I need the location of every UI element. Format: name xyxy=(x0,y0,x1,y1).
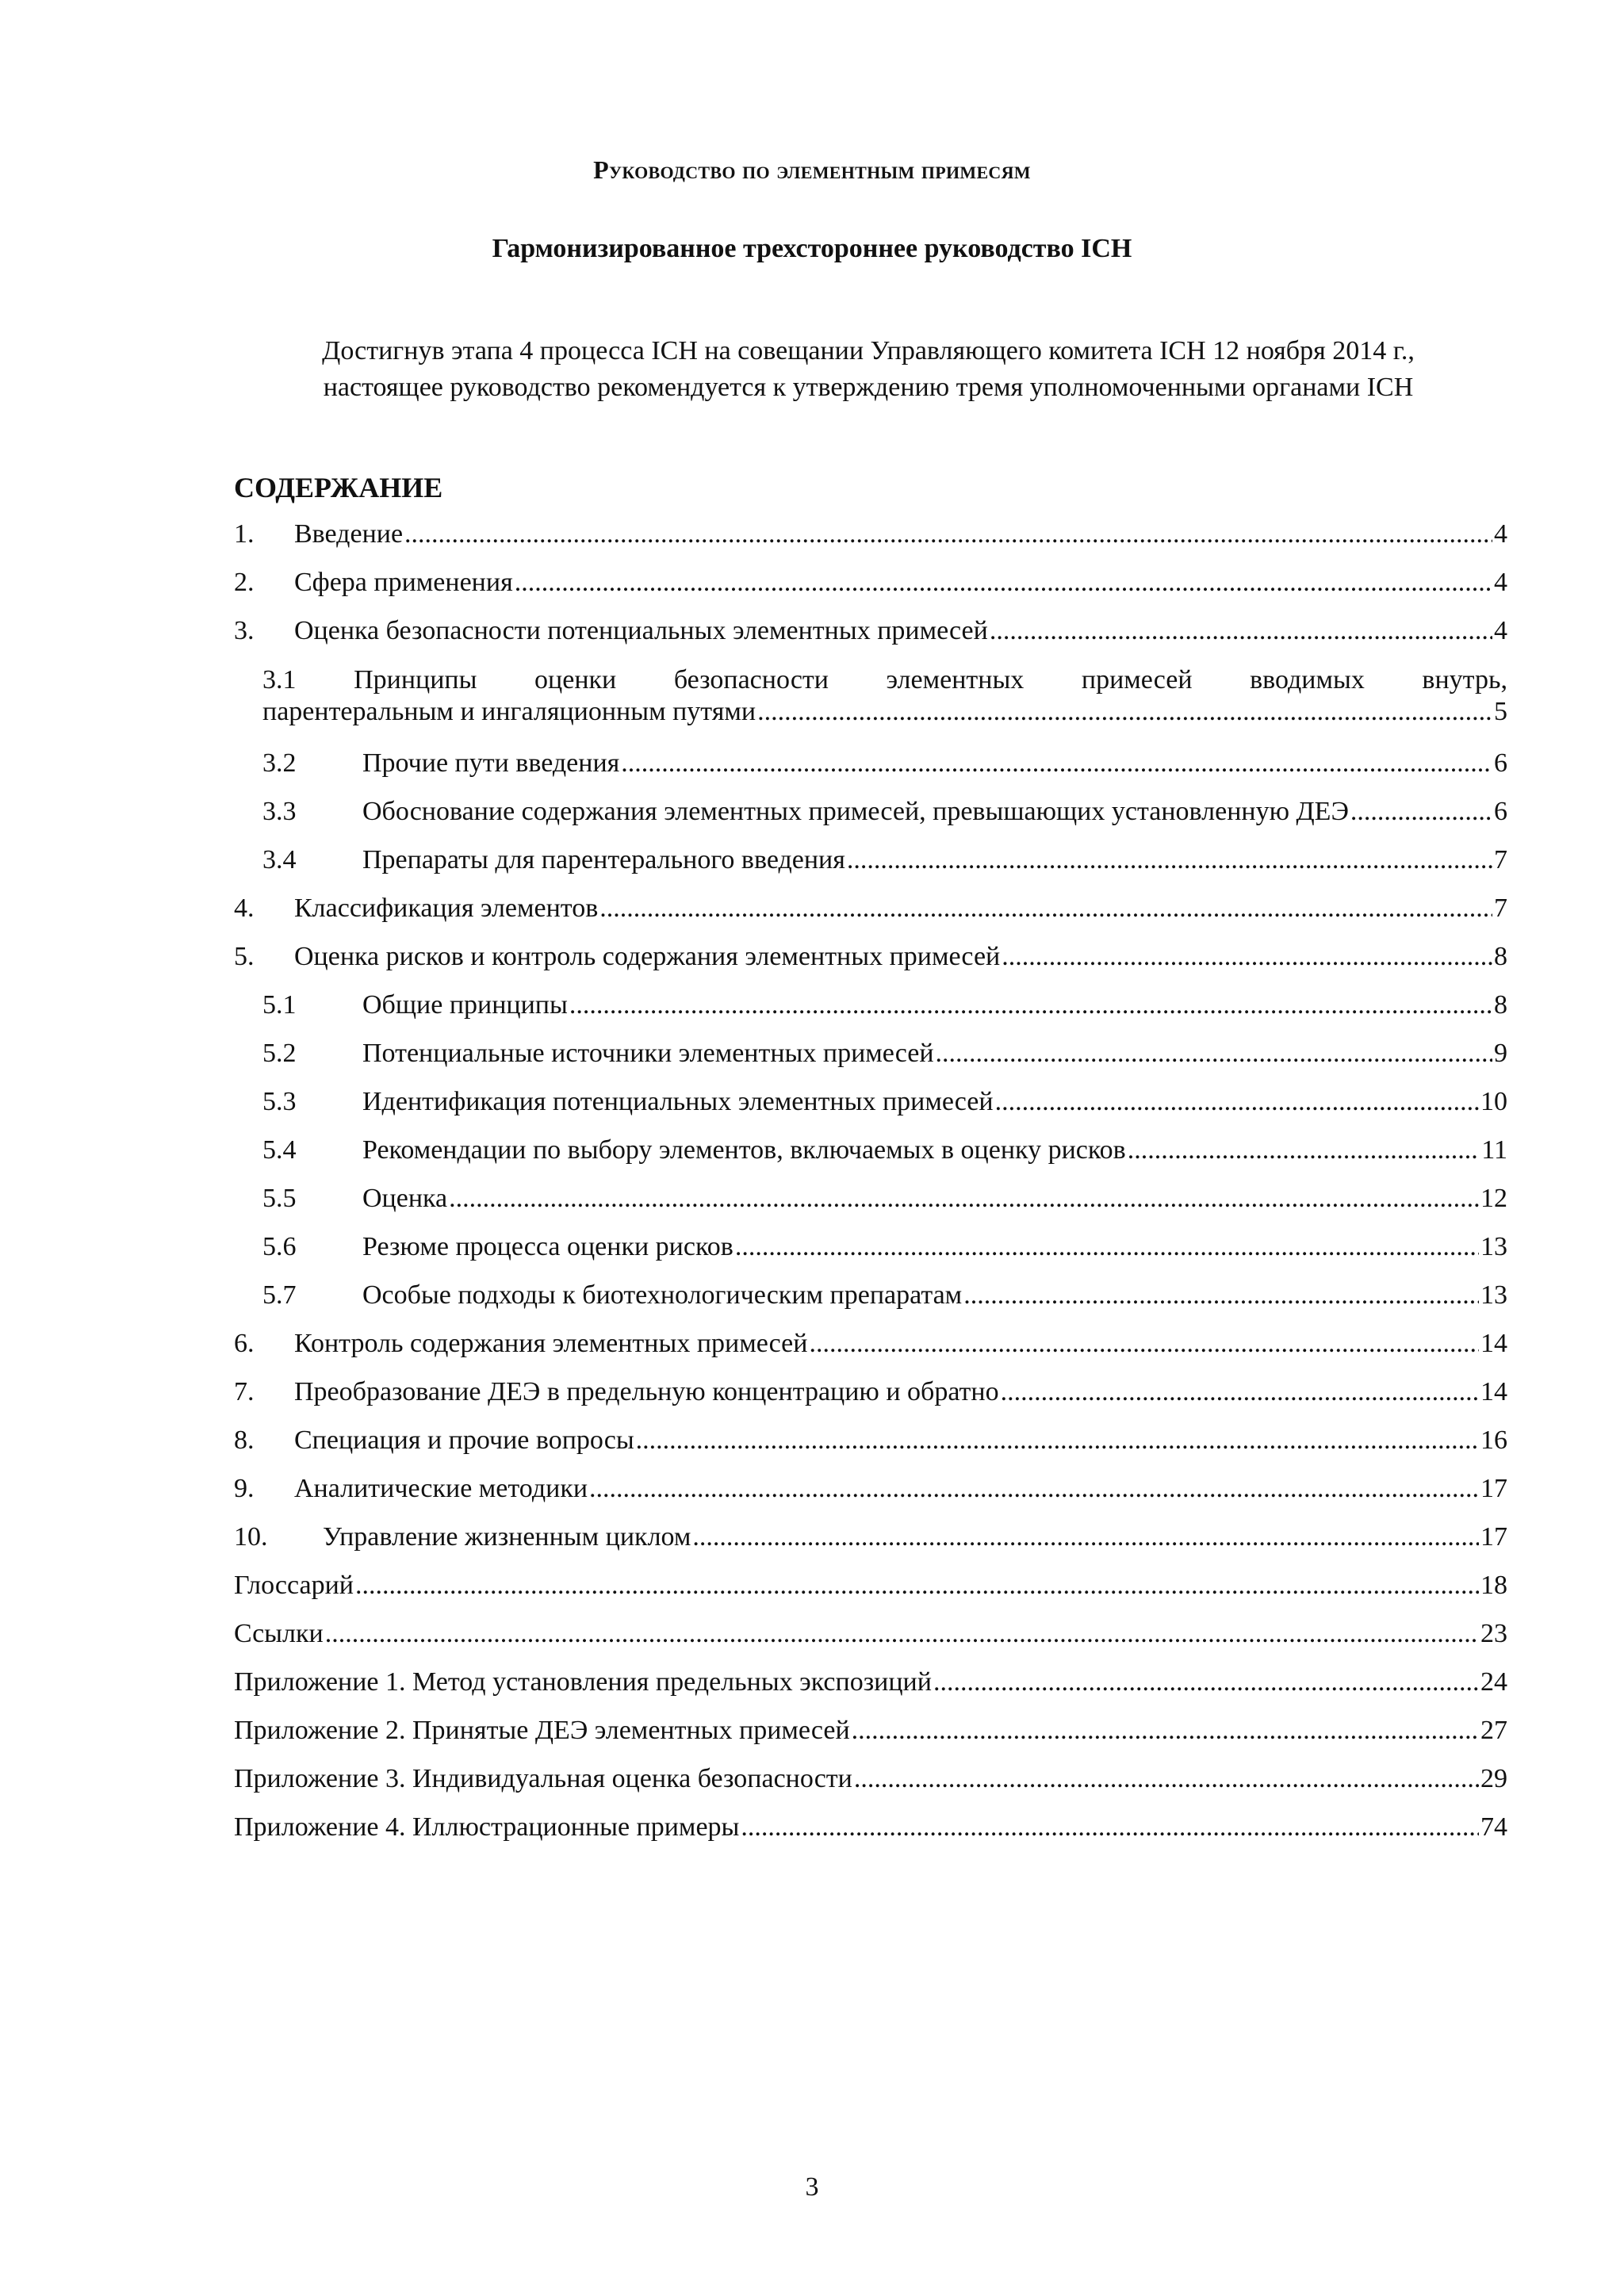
toc-entry-word: примесей xyxy=(1081,665,1193,695)
toc-entry-page: 14 xyxy=(1480,1377,1507,1406)
toc-entry-label: Контроль содержания элементных примесей xyxy=(294,1329,808,1358)
toc-entry-page: 7 xyxy=(1494,845,1507,874)
toc-entry-word: оценки xyxy=(534,665,617,695)
toc-dot-leader xyxy=(990,616,1492,646)
toc-entry-number: 5.6 xyxy=(262,1232,297,1261)
toc-entry-label: Приложение 1. Метод установления предельных экспозиций xyxy=(234,1667,932,1697)
toc-dot-leader xyxy=(1001,1377,1479,1407)
intro-paragraph xyxy=(234,333,1503,406)
toc-entry-5-3[interactable] xyxy=(234,1087,1507,1135)
toc-entry-number: 8. xyxy=(234,1425,255,1455)
toc-entry-page: 17 xyxy=(1480,1474,1507,1503)
toc-dot-leader xyxy=(757,696,1492,728)
toc-entry-page: 4 xyxy=(1494,568,1507,597)
toc-entry-label: Введение xyxy=(294,519,404,549)
toc-entry-5-6[interactable] xyxy=(234,1232,1507,1280)
toc-entry-page: 4 xyxy=(1494,616,1507,645)
toc-dot-leader xyxy=(569,990,1492,1020)
toc-entry-page: 29 xyxy=(1480,1764,1507,1793)
toc-entry-appendix-1[interactable] xyxy=(234,1667,1507,1716)
toc-entry-word: безопасности xyxy=(673,665,829,695)
toc-entry-word: вводимых xyxy=(1250,665,1365,695)
toc-entry-number: 4. xyxy=(234,894,255,923)
toc-entry-9[interactable] xyxy=(234,1474,1507,1522)
toc-entry-references[interactable] xyxy=(234,1619,1507,1667)
toc-dot-leader xyxy=(1002,942,1492,972)
table-of-contents xyxy=(234,519,1507,1861)
toc-entry-label: Общие принципы xyxy=(362,990,568,1020)
toc-entry-page: 11 xyxy=(1481,1135,1507,1165)
toc-entry-number: 3.2 xyxy=(262,748,297,778)
intro-line: Достигнув этапа 4 процесса ICH на совещании Управляющего комитета ICH 12 ноября 2014 г., xyxy=(322,336,1415,365)
toc-entry-line xyxy=(262,696,1507,728)
toc-entry-label: Аналитические методики xyxy=(294,1474,588,1503)
toc-entry-label: Особые подходы к биотехнологическим препаратам xyxy=(362,1280,963,1310)
toc-entry-number: 1. xyxy=(234,519,255,549)
toc-entry-5-2[interactable] xyxy=(234,1039,1507,1087)
toc-dot-leader xyxy=(692,1522,1479,1552)
toc-entry-10[interactable] xyxy=(234,1522,1507,1571)
toc-entry-page: 23 xyxy=(1480,1619,1507,1648)
toc-entry-4[interactable] xyxy=(234,894,1507,942)
toc-dot-leader xyxy=(741,1812,1479,1843)
toc-entry-label: Приложение 2. Принятые ДЕЭ элементных примесей xyxy=(234,1716,850,1745)
toc-entry-page: 10 xyxy=(1480,1087,1507,1116)
toc-entry-page: 14 xyxy=(1480,1329,1507,1358)
toc-entry-3[interactable] xyxy=(234,616,1507,664)
toc-entry-7[interactable] xyxy=(234,1377,1507,1425)
toc-dot-leader xyxy=(589,1474,1479,1504)
toc-entry-5-7[interactable] xyxy=(234,1280,1507,1329)
toc-dot-leader xyxy=(515,568,1492,598)
toc-entry-number: 2. xyxy=(234,568,255,597)
toc-entry-number: 7. xyxy=(234,1377,255,1406)
toc-entry-number: 3. xyxy=(234,616,255,645)
toc-entry-5[interactable] xyxy=(234,942,1507,990)
toc-entry-glossary[interactable] xyxy=(234,1571,1507,1619)
toc-entry-page: 8 xyxy=(1494,942,1507,971)
toc-entry-5-1[interactable] xyxy=(234,990,1507,1039)
toc-entry-appendix-4[interactable] xyxy=(234,1812,1507,1861)
toc-entry-6[interactable] xyxy=(234,1329,1507,1377)
toc-entry-3-4[interactable] xyxy=(234,845,1507,894)
toc-entry-page: 18 xyxy=(1480,1571,1507,1600)
toc-entry-label: Резюме процесса оценки рисков xyxy=(362,1232,733,1261)
toc-entry-page: 27 xyxy=(1480,1716,1507,1745)
toc-entry-page: 4 xyxy=(1494,519,1507,549)
toc-entry-page: 7 xyxy=(1494,894,1507,923)
toc-dot-leader xyxy=(599,894,1492,924)
toc-entry-page: 74 xyxy=(1480,1812,1507,1842)
toc-entry-3-1[interactable] xyxy=(234,664,1507,740)
toc-entry-number: 3.1 xyxy=(262,665,297,695)
toc-dot-leader xyxy=(933,1667,1479,1697)
toc-entry-page: 24 xyxy=(1480,1667,1507,1697)
toc-entry-number: 5.1 xyxy=(262,990,297,1020)
toc-entry-number: 3.4 xyxy=(262,845,297,874)
toc-entry-word: элементных xyxy=(886,665,1025,695)
toc-entry-number: 3.3 xyxy=(262,797,297,826)
toc-dot-leader xyxy=(1350,797,1492,827)
toc-entry-label: Приложение 3. Индивидуальная оценка безопасности xyxy=(234,1764,852,1793)
toc-entry-page: 6 xyxy=(1494,797,1507,826)
toc-entry-word: Принципы xyxy=(354,665,477,695)
toc-entry-label: Специация и прочие вопросы xyxy=(294,1425,634,1455)
toc-dot-leader xyxy=(325,1619,1479,1649)
toc-entry-label: Ссылки xyxy=(234,1619,324,1648)
toc-entry-number: 5.7 xyxy=(262,1280,297,1310)
toc-entry-label: Прочие пути введения xyxy=(362,748,620,778)
toc-dot-leader xyxy=(936,1039,1492,1069)
toc-entry-page: 8 xyxy=(1494,990,1507,1020)
toc-dot-leader xyxy=(847,845,1492,875)
toc-entry-8[interactable] xyxy=(234,1425,1507,1474)
toc-entry-label: Классификация элементов xyxy=(294,894,599,923)
toc-dot-leader xyxy=(1128,1135,1480,1165)
toc-entry-page: 13 xyxy=(1480,1232,1507,1261)
intro-line: настоящее руководство рекомендуется к утверждению тремя уполномоченными органами ICH xyxy=(323,373,1414,402)
toc-entry-number: 5. xyxy=(234,942,255,971)
toc-entry-number: 5.5 xyxy=(262,1184,297,1213)
toc-entry-label: Оценка рисков и контроль содержания элементных примесей xyxy=(294,942,1001,971)
toc-entry-number: 5.3 xyxy=(262,1087,297,1116)
toc-dot-leader xyxy=(355,1571,1479,1601)
toc-entry-label: Управление жизненным циклом xyxy=(323,1522,691,1552)
toc-entry-page: 9 xyxy=(1494,1039,1507,1068)
toc-entry-appendix-2[interactable] xyxy=(234,1716,1507,1764)
toc-dot-leader xyxy=(963,1280,1479,1311)
toc-entry-3-2[interactable] xyxy=(234,748,1507,797)
toc-dot-leader xyxy=(852,1716,1479,1746)
document-subtitle: Гармонизированное трехстороннее руководство ICH xyxy=(492,234,1132,263)
toc-entry-number: 6. xyxy=(234,1329,255,1358)
toc-entry-page: 5 xyxy=(1494,697,1507,726)
toc-entry-label: Потенциальные источники элементных примесей xyxy=(362,1039,934,1068)
toc-dot-leader xyxy=(735,1232,1479,1262)
toc-dot-leader xyxy=(995,1087,1479,1117)
toc-entry-page: 12 xyxy=(1480,1184,1507,1213)
toc-entry-5-5[interactable] xyxy=(234,1184,1507,1232)
toc-entry-1[interactable] xyxy=(234,519,1507,568)
toc-entry-3-3[interactable] xyxy=(234,797,1507,845)
toc-entry-number: 9. xyxy=(234,1474,255,1503)
toc-entry-page: 13 xyxy=(1480,1280,1507,1310)
toc-entry-label: Приложение 4. Иллюстрационные примеры xyxy=(234,1812,740,1842)
document-title: Руководство по элементным примесям xyxy=(593,155,1031,184)
toc-entry-page: 6 xyxy=(1494,748,1507,778)
page-number: 3 xyxy=(805,2172,819,2202)
toc-entry-5-4[interactable] xyxy=(234,1135,1507,1184)
toc-entry-label: Обоснование содержания элементных примесей, превышающих установленную ДЕЭ xyxy=(362,797,1349,826)
toc-entry-page: 16 xyxy=(1480,1425,1507,1455)
toc-entry-label: Идентификация потенциальных элементных примесей xyxy=(362,1087,994,1116)
toc-entry-number: 10. xyxy=(234,1522,268,1552)
toc-entry-label: Преобразование ДЕЭ в предельную концентрацию и обратно xyxy=(294,1377,999,1406)
toc-dot-leader xyxy=(404,519,1492,549)
toc-dot-leader xyxy=(809,1329,1479,1359)
toc-entry-2[interactable] xyxy=(234,568,1507,616)
toc-dot-leader xyxy=(636,1425,1479,1456)
toc-entry-page: 17 xyxy=(1480,1522,1507,1552)
toc-entry-label: Оценка xyxy=(362,1184,448,1213)
toc-entry-label: Препараты для парентерального введения xyxy=(362,845,845,874)
toc-entry-appendix-3[interactable] xyxy=(234,1764,1507,1812)
toc-entry-label: парентеральным и ингаляционным путями xyxy=(262,697,756,726)
toc-entry-number: 5.2 xyxy=(262,1039,297,1068)
toc-dot-leader xyxy=(854,1764,1479,1794)
toc-dot-leader xyxy=(449,1184,1479,1214)
toc-heading: СОДЕРЖАНИЕ xyxy=(234,472,443,503)
toc-entry-label: Сфера применения xyxy=(294,568,513,597)
toc-entry-word: внутрь, xyxy=(1422,665,1507,695)
toc-entry-label: Оценка безопасности потенциальных элементных примесей xyxy=(294,616,988,645)
toc-entry-label: Глоссарий xyxy=(234,1571,354,1600)
toc-entry-label: Рекомендации по выбору элементов, включаемых в оценку рисков xyxy=(362,1135,1126,1165)
toc-entry-number: 5.4 xyxy=(262,1135,297,1165)
toc-dot-leader xyxy=(621,748,1492,779)
toc-entry-line xyxy=(262,664,1507,696)
